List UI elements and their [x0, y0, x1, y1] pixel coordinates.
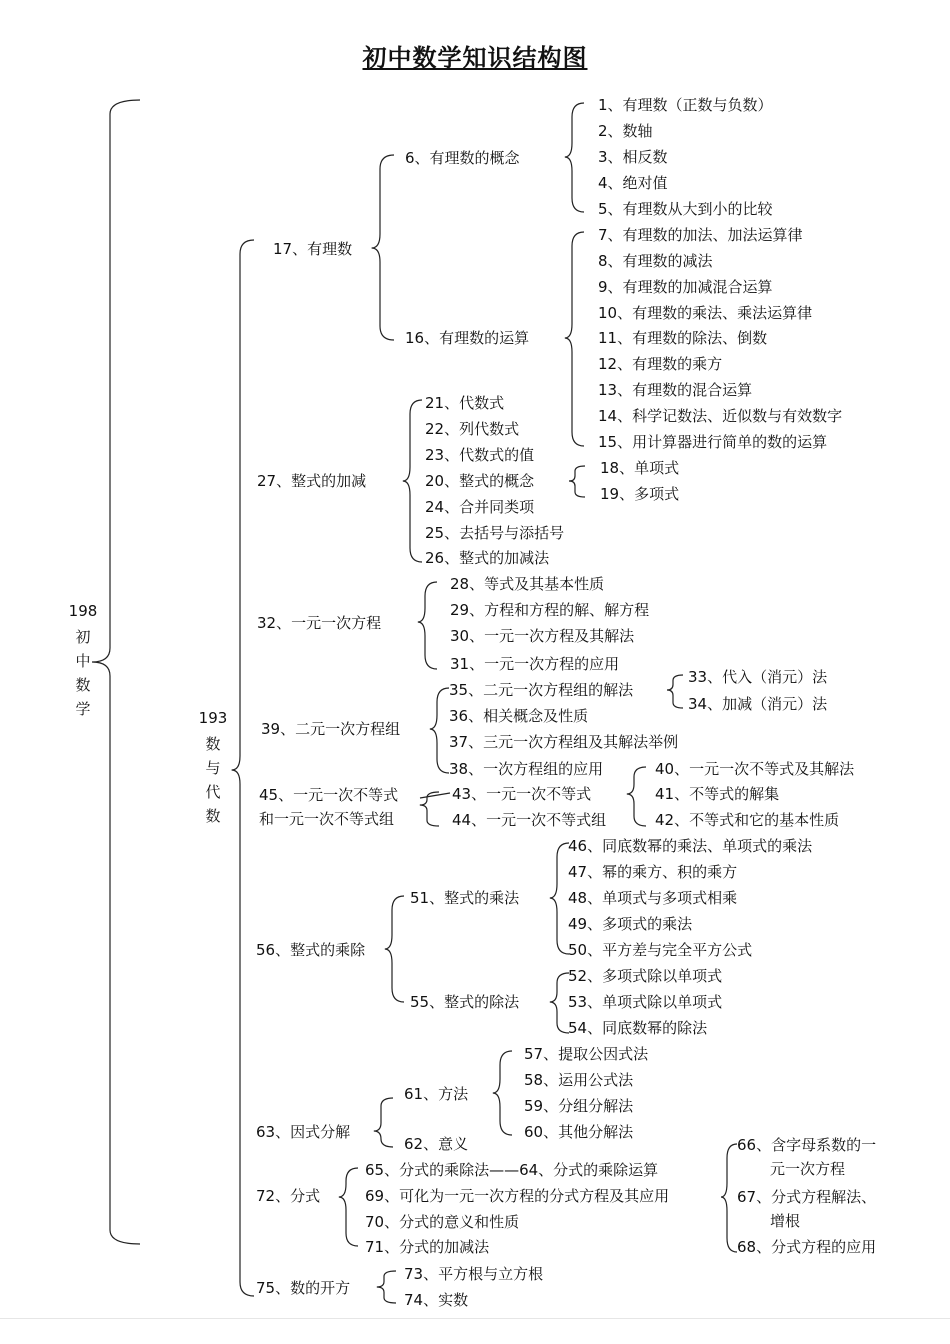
- brace-72: [339, 1168, 358, 1246]
- brace-75: [377, 1271, 396, 1303]
- node-55: 55、整式的除法: [410, 993, 520, 1011]
- node-13: 13、有理数的混合运算: [598, 381, 753, 399]
- node-42: 42、不等式和它的基本性质: [655, 811, 840, 829]
- node-67-line2: 增根: [770, 1212, 801, 1230]
- node-53: 53、单项式除以单项式: [568, 993, 723, 1011]
- brace-35: [667, 675, 683, 708]
- node-47: 47、幂的乘方、积的乘方: [568, 863, 738, 881]
- node-4: 4、绝对值: [598, 174, 668, 192]
- node-26: 26、整式的加减法: [425, 549, 550, 567]
- brace-56: [385, 896, 404, 1002]
- node-60: 60、其他分解法: [524, 1123, 634, 1141]
- node-19: 19、多项式: [600, 485, 680, 503]
- node-63: 63、因式分解: [256, 1123, 351, 1141]
- node-27: 27、整式的加减: [257, 472, 367, 490]
- node-15: 15、用计算器进行简单的数的运算: [598, 433, 828, 451]
- page-bottom-rule: [0, 1318, 950, 1319]
- node-1: 1、有理数（正数与负数）: [598, 96, 773, 114]
- node-71: 71、分式的加减法: [365, 1238, 490, 1256]
- node-16: 16、有理数的运算: [405, 329, 530, 347]
- node-5: 5、有理数从大到小的比较: [598, 200, 773, 218]
- node-35: 35、二元一次方程组的解法: [449, 681, 634, 699]
- node-44: 44、一元一次不等式组: [452, 811, 607, 829]
- node-48: 48、单项式与多项式相乘: [568, 889, 738, 907]
- domain-number: 193: [198, 709, 228, 727]
- node-69: 69、可化为一元一次方程的分式方程及其应用: [365, 1187, 670, 1205]
- node-24: 24、合并同类项: [425, 498, 535, 516]
- node-8: 8、有理数的减法: [598, 252, 713, 270]
- brace-16: [565, 232, 584, 446]
- node-67-line1: 67、分式方程解法、: [737, 1188, 877, 1206]
- node-65: 65、分式的乘除法——64、分式的乘除运算: [365, 1161, 659, 1179]
- brace-20: [569, 466, 585, 497]
- node-31: 31、一元一次方程的应用: [450, 655, 620, 673]
- brace-39: [430, 688, 449, 773]
- brace-63: [374, 1098, 393, 1147]
- node-12: 12、有理数的乘方: [598, 355, 723, 373]
- node-7: 7、有理数的加法、加法运算律: [598, 226, 803, 244]
- node-32: 32、一元一次方程: [257, 614, 382, 632]
- node-2: 2、数轴: [598, 122, 653, 140]
- brace-61: [493, 1051, 512, 1135]
- node-45-line1: 45、一元一次不等式: [259, 786, 399, 804]
- node-29: 29、方程和方程的解、解方程: [450, 601, 650, 619]
- node-28: 28、等式及其基本性质: [450, 575, 605, 593]
- node-20: 20、整式的概念: [425, 472, 535, 490]
- node-45-line2: 和一元一次不等式组: [259, 810, 395, 828]
- node-43: 43、一元一次不等式: [452, 785, 592, 803]
- node-40: 40、一元一次不等式及其解法: [655, 760, 855, 778]
- node-46: 46、同底数幂的乘法、单项式的乘法: [568, 837, 813, 855]
- node-66-line2: 元一次方程: [770, 1160, 846, 1178]
- brace-domain: [232, 240, 254, 1296]
- connector-45-43: [420, 793, 450, 798]
- node-72: 72、分式: [256, 1187, 321, 1205]
- node-62: 62、意义: [404, 1135, 469, 1153]
- node-14: 14、科学记数法、近似数与有效数字: [598, 407, 843, 425]
- node-37: 37、三元一次方程组及其解法举例: [449, 733, 679, 751]
- node-49: 49、多项式的乘法: [568, 915, 693, 933]
- domain-label: 数 与 代 数: [205, 735, 221, 825]
- brace-51: [550, 843, 569, 954]
- node-51: 51、整式的乘法: [410, 889, 520, 907]
- node-33: 33、代入（消元）法: [688, 668, 828, 686]
- node-39: 39、二元一次方程组: [261, 720, 401, 738]
- node-38: 38、一次方程组的应用: [449, 760, 604, 778]
- node-21: 21、代数式: [425, 394, 505, 412]
- node-56: 56、整式的乘除: [256, 941, 366, 959]
- brace-32: [418, 582, 437, 669]
- node-68: 68、分式方程的应用: [737, 1238, 877, 1256]
- node-25: 25、去括号与添括号: [425, 524, 565, 542]
- node-18: 18、单项式: [600, 459, 680, 477]
- node-10: 10、有理数的乘法、乘法运算律: [598, 304, 813, 322]
- brace-27: [403, 400, 422, 562]
- brace-43: [627, 767, 646, 826]
- node-3: 3、相反数: [598, 148, 668, 166]
- node-70: 70、分式的意义和性质: [365, 1213, 520, 1231]
- brace-55: [550, 973, 569, 1033]
- node-17: 17、有理数: [273, 240, 353, 258]
- node-41: 41、不等式的解集: [655, 785, 780, 803]
- node-58: 58、运用公式法: [524, 1071, 634, 1089]
- node-9: 9、有理数的加减混合运算: [598, 278, 773, 296]
- node-34: 34、加减（消元）法: [688, 695, 828, 713]
- node-74: 74、实数: [404, 1291, 469, 1309]
- node-61: 61、方法: [404, 1085, 469, 1103]
- node-36: 36、相关概念及性质: [449, 707, 589, 725]
- node-57: 57、提取公因式法: [524, 1045, 649, 1063]
- node-59: 59、分组分解法: [524, 1097, 634, 1115]
- root-label: 初 中 数 学: [75, 628, 91, 718]
- node-22: 22、列代数式: [425, 420, 520, 438]
- node-23: 23、代数式的值: [425, 446, 535, 464]
- node-6: 6、有理数的概念: [405, 149, 520, 167]
- page-title: 初中数学知识结构图: [362, 43, 588, 72]
- brace-17: [372, 155, 394, 340]
- node-52: 52、多项式除以单项式: [568, 967, 723, 985]
- node-75: 75、数的开方: [256, 1279, 351, 1297]
- node-11: 11、有理数的除法、倒数: [598, 329, 768, 347]
- node-73: 73、平方根与立方根: [404, 1265, 544, 1283]
- brace-69: [721, 1144, 737, 1252]
- node-30: 30、一元一次方程及其解法: [450, 627, 635, 645]
- node-50: 50、平方差与完全平方公式: [568, 941, 753, 959]
- node-66-line1: 66、含字母系数的一: [737, 1136, 877, 1154]
- root-number: 198: [68, 602, 98, 620]
- node-54: 54、同底数幂的除法: [568, 1019, 708, 1037]
- brace-6: [565, 103, 584, 212]
